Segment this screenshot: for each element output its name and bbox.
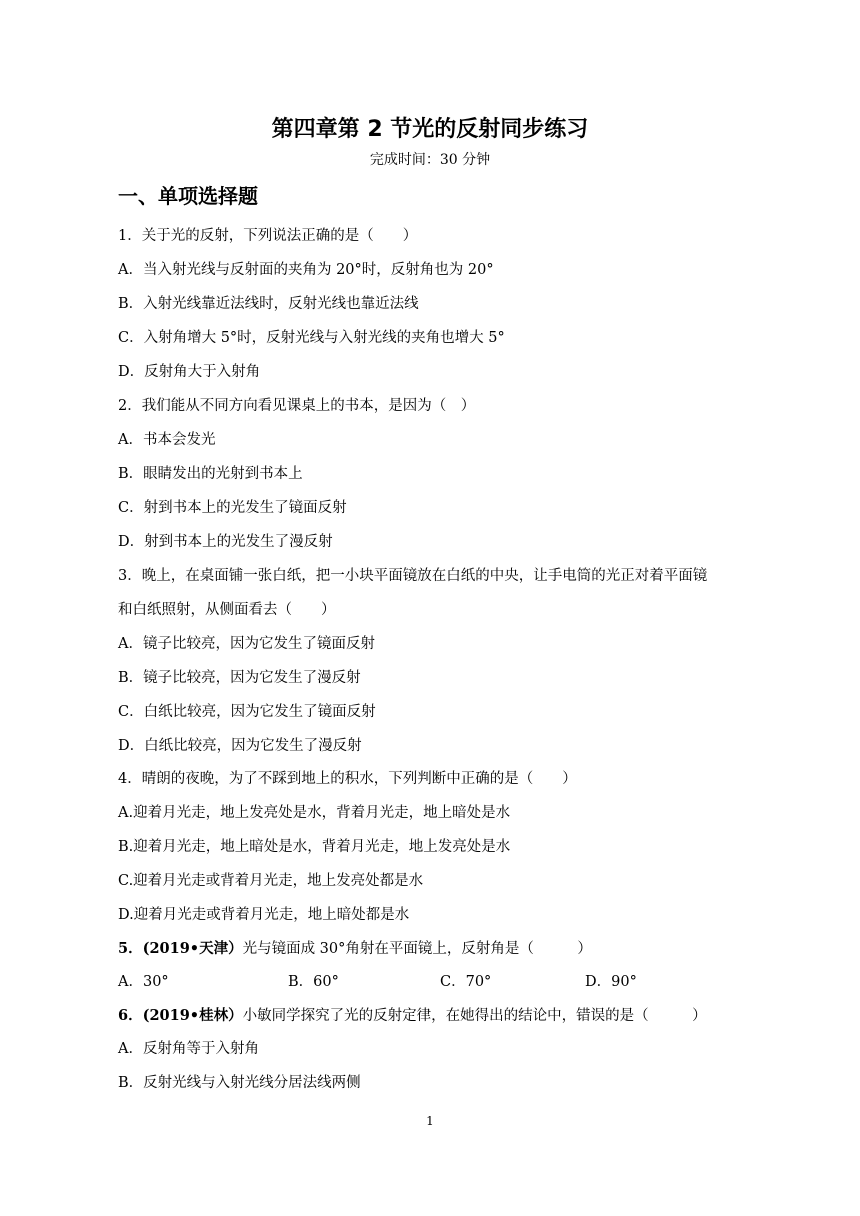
question-2-option-d: D．射到书本上的光发生了漫反射 bbox=[118, 534, 333, 550]
question-2-stem: 2．我们能从不同方向看见课桌上的书本，是因为（ ） bbox=[118, 398, 476, 414]
question-3-stem-line-1: 3．晚上，在桌面铺一张白纸，把一小块平面镜放在白纸的中央，让手电筒的光正对着平面镜 bbox=[118, 568, 708, 584]
question-3-option-a: A．镜子比较亮，因为它发生了镜面反射 bbox=[118, 636, 375, 652]
question-3-option-c: C．白纸比较亮，因为它发生了镜面反射 bbox=[118, 704, 376, 720]
section-heading: 一、单项选择题 bbox=[118, 184, 258, 208]
question-2-option-a: A．书本会发光 bbox=[118, 432, 216, 448]
question-6-source: 6．(2019•桂林） bbox=[118, 1007, 243, 1024]
page-number: 1 bbox=[426, 1114, 434, 1128]
question-5-text: 光与镜面成 30°角射在平面镜上，反射角是（ ） bbox=[242, 941, 592, 957]
question-5-option-a: A．30° bbox=[118, 974, 169, 990]
question-1-option-a: A．当入射光线与反射面的夹角为 20°时，反射角也为 20° bbox=[118, 262, 494, 278]
question-3-option-d: D．白纸比较亮，因为它发生了漫反射 bbox=[118, 738, 362, 754]
question-6-text: 小敏同学探究了光的反射定律，在她得出的结论中，错误的是（ ） bbox=[242, 1008, 707, 1024]
question-1-stem: 1．关于光的反射，下列说法正确的是（ ） bbox=[118, 228, 418, 244]
question-6-stem bbox=[118, 1004, 707, 1025]
page-title: 第四章第 2 节光的反射同步练习 bbox=[271, 117, 589, 142]
question-4-option-d: D.迎着月光走或背着月光走，地上暗处都是水 bbox=[118, 907, 410, 923]
question-5-stem bbox=[118, 937, 592, 958]
question-6-option-a: A．反射角等于入射角 bbox=[118, 1041, 259, 1057]
question-4-option-c: C.迎着月光走或背着月光走，地上发亮处都是水 bbox=[118, 873, 424, 889]
question-5-option-d: D．90° bbox=[585, 974, 637, 990]
question-6-option-b: B．反射光线与入射光线分居法线两侧 bbox=[118, 1075, 361, 1091]
question-5-source: 5．(2019•天津） bbox=[118, 940, 243, 957]
question-4-stem: 4．晴朗的夜晚，为了不踩到地上的积水，下列判断中正确的是（ ） bbox=[118, 771, 577, 787]
question-4-option-b: B.迎着月光走，地上暗处是水，背着月光走，地上发亮处是水 bbox=[118, 839, 511, 855]
question-2-option-c: C．射到书本上的光发生了镜面反射 bbox=[118, 500, 347, 516]
question-3-stem-line-2: 和白纸照射，从侧面看去（ ） bbox=[118, 602, 336, 618]
question-1-option-c: C．入射角增大 5°时，反射光线与入射光线的夹角也增大 5° bbox=[118, 330, 505, 346]
question-5-option-b: B．60° bbox=[288, 974, 339, 990]
question-5-option-c: C．70° bbox=[440, 974, 492, 990]
completion-time: 完成时间：30 分钟 bbox=[369, 152, 491, 168]
question-1-option-d: D．反射角大于入射角 bbox=[118, 364, 261, 380]
question-4-option-a: A.迎着月光走，地上发亮处是水，背着月光走，地上暗处是水 bbox=[118, 805, 511, 821]
question-1-option-b: B．入射光线靠近法线时，反射光线也靠近法线 bbox=[118, 296, 419, 312]
question-3-option-b: B．镜子比较亮，因为它发生了漫反射 bbox=[118, 670, 361, 686]
question-2-option-b: B．眼睛发出的光射到书本上 bbox=[118, 466, 303, 482]
